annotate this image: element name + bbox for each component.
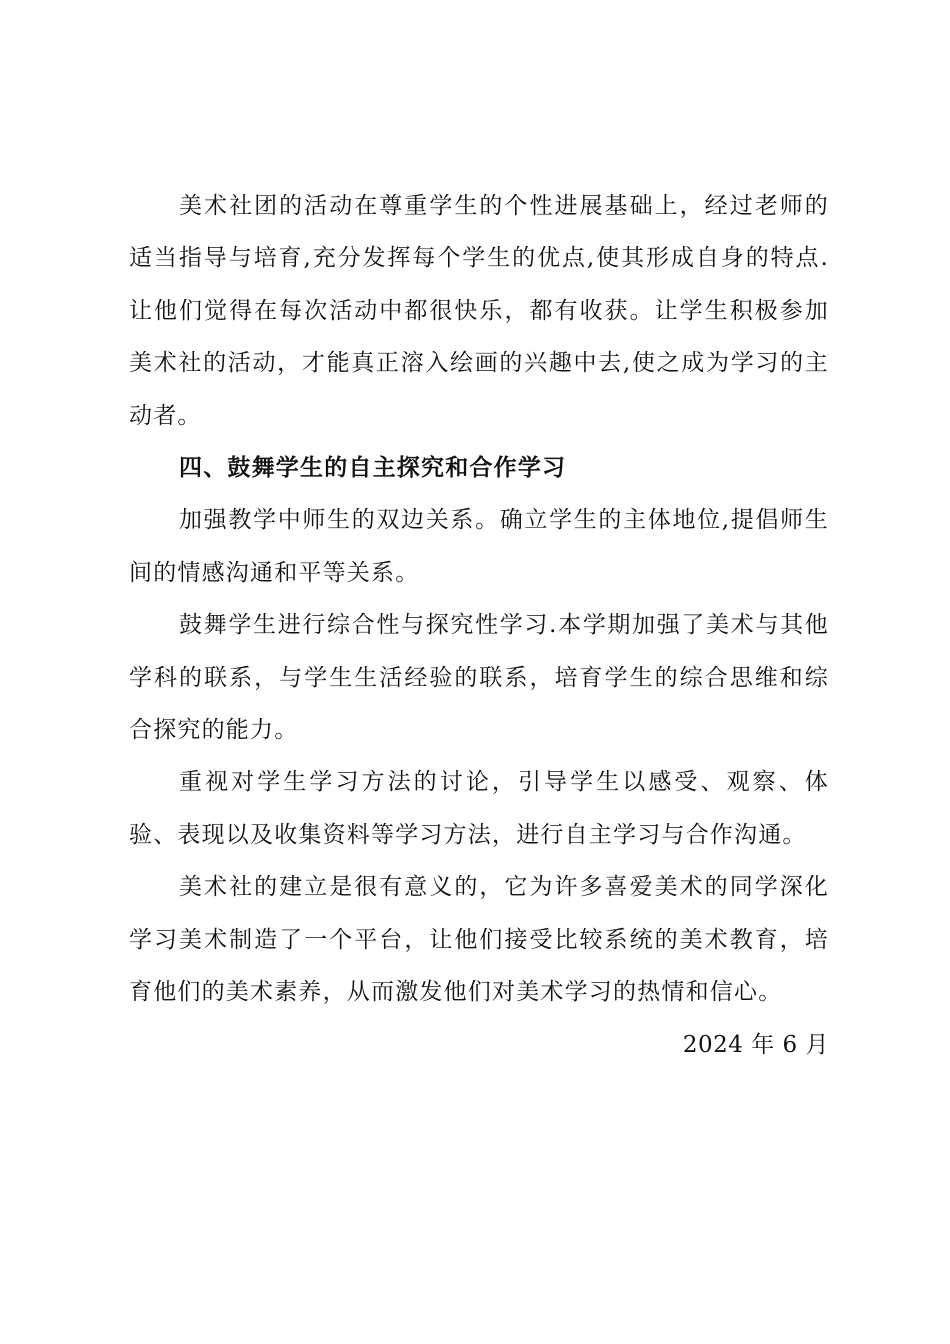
paragraph-learning-methods: 重视对学生学习方法的讨论，引导学生以感受、观察、体验、表现以及收集资料等学习方法，进行自主学习与合作沟通。: [129, 769, 829, 848]
paragraph-integrated-learning: 鼓舞学生进行综合性与探究性学习.本学期加强了美术与其他学科的联系，与学生生活经验的联系，培育学生的综合思维和综合探究的能力。: [129, 612, 829, 744]
document-body: [129, 180, 829, 1071]
section-heading-4: 四、鼓舞学生的自主探究和合作学习: [179, 454, 567, 482]
paragraph-club-activities: 美术社团的活动在尊重学生的个性进展基础上，经过老师的适当指导与培育,充分发挥每个学生的优点,使其形成自身的特点.让他们觉得在每次活动中都很快乐，都有收获。让学生积极参加美术社的活动，才能真正溶入绘画的兴趣中去,使之成为学习的主动者。: [129, 193, 829, 429]
paragraph-club-significance: 美术社的建立是很有意义的，它为许多喜爱美术的同学深化学习美术制造了一个平台，让他们接受比较系统的美术教育，培育他们的美术素养，从而激发他们对美术学习的热情和信心。: [129, 874, 829, 1006]
paragraph-teacher-student: 加强教学中师生的双边关系。确立学生的主体地位,提倡师生间的情感沟通和平等关系。: [129, 507, 829, 586]
document-date: 2024 年 6 月: [682, 1031, 829, 1058]
